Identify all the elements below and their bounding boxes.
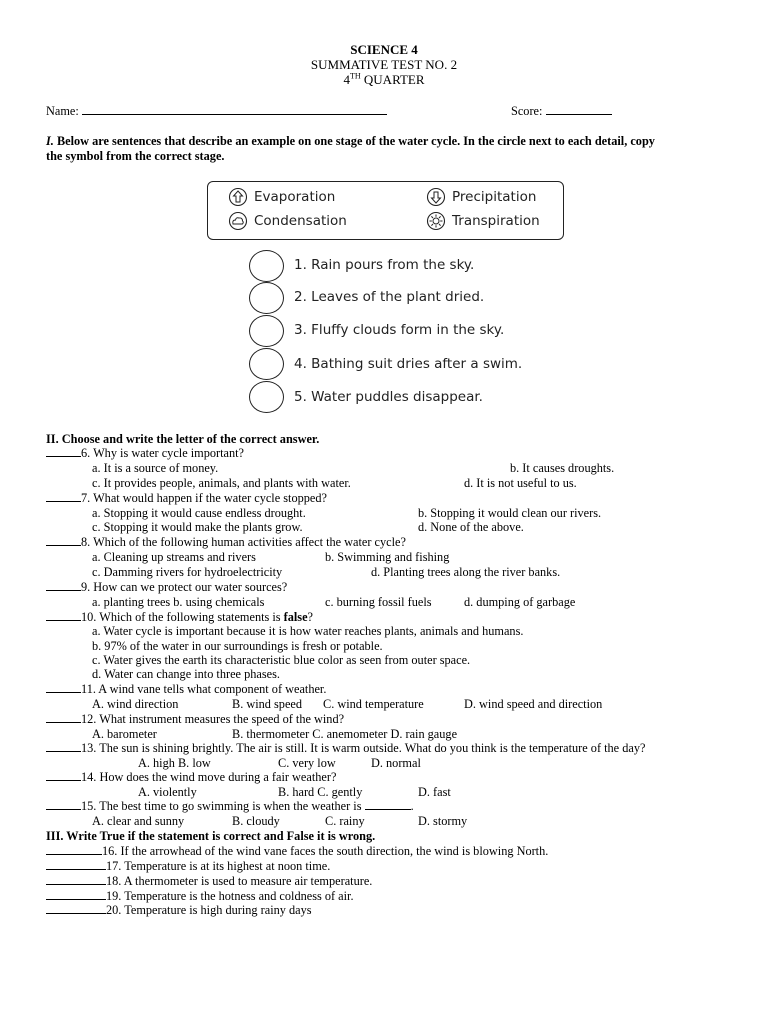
answer-blank-17[interactable] — [46, 859, 106, 870]
q15-option-b: B. cloudy — [232, 814, 280, 828]
up-arrow-icon — [228, 187, 248, 207]
q10-option-d: d. Water can change into three phases. — [92, 667, 280, 681]
test-title: SUMMATIVE TEST NO. 2 — [310, 57, 458, 72]
answer-circle-2[interactable] — [249, 282, 284, 314]
question-11-text: 11. A wind vane tells what component of weather. — [81, 682, 327, 696]
part3-item-19-text: 19. Temperature is the hotness and coldness of air. — [106, 889, 354, 903]
question-15-text: 15. The best time to go swimming is when the weather is — [81, 799, 362, 813]
question-10-emphasis: false — [283, 610, 308, 624]
name-blank[interactable] — [82, 103, 387, 115]
legend-condensation-label: Condensation — [254, 213, 347, 229]
q11-option-c: C. wind temperature — [323, 697, 424, 711]
down-arrow-icon — [426, 187, 446, 207]
quarter-superscript: TH — [349, 71, 361, 81]
q7-option-b: b. Stopping it would clean our rivers. — [418, 506, 602, 520]
part1-item-2: 2. Leaves of the plant dried. — [294, 289, 485, 305]
legend-evaporation — [228, 187, 335, 207]
q12-option-a: A. barometer — [92, 727, 157, 741]
answer-blank-15[interactable] — [46, 799, 81, 810]
legend-transpiration — [426, 211, 540, 231]
part1-item-3: 3. Fluffy clouds form in the sky. — [294, 322, 505, 338]
q14-option-d: D. fast — [418, 785, 451, 799]
question-14 — [46, 770, 336, 784]
part1-instruction-text: Below are sentences that describe an example on one stage of the water cycle. In the circle next to each detail, copy — [53, 134, 655, 148]
q15-option-d: D. stormy — [418, 814, 468, 828]
q6-option-a: a. It is a source of money. — [92, 461, 219, 475]
q9-option-d: d. dumping of garbage — [464, 595, 576, 609]
part1-number: I. — [46, 134, 54, 148]
q7-option-d: d. None of the above. — [418, 520, 524, 534]
answer-blank-18[interactable] — [46, 874, 106, 885]
q15-fill-blank[interactable] — [365, 799, 411, 810]
answer-blank-8[interactable] — [46, 535, 81, 546]
answer-blank-20[interactable] — [46, 903, 106, 914]
legend-precipitation — [426, 187, 536, 207]
question-14-text: 14. How does the wind move during a fair weather? — [81, 770, 337, 784]
question-8 — [46, 535, 406, 549]
q13-option-c: C. very low — [278, 756, 336, 770]
score-blank[interactable] — [546, 103, 612, 115]
question-7-text: 7. What would happen if the water cycle stopped? — [81, 491, 327, 505]
part1-item-4: 4. Bathing suit dries after a swim. — [294, 356, 523, 372]
part3-item-18 — [46, 874, 372, 888]
answer-blank-10[interactable] — [46, 610, 81, 621]
part3-item-16 — [46, 844, 548, 858]
water-cycle-legend — [207, 181, 564, 240]
part2-heading: II. Choose and write the letter of the correct answer. — [46, 432, 320, 446]
sun-icon — [426, 211, 446, 231]
answer-blank-14[interactable] — [46, 770, 81, 781]
part3-item-17-text: 17. Temperature is at its highest at noon time. — [106, 859, 331, 873]
question-12 — [46, 712, 344, 726]
q6-option-b: b. It causes droughts. — [510, 461, 615, 475]
question-10-end: ? — [307, 610, 314, 624]
q13-option-d: D. normal — [371, 756, 421, 770]
legend-evaporation-label: Evaporation — [254, 189, 336, 205]
part3-item-18-text: 18. A thermometer is used to measure air temperature. — [106, 874, 373, 888]
answer-blank-12[interactable] — [46, 712, 81, 723]
q8-option-d: d. Planting trees along the river banks. — [371, 565, 561, 579]
test-quarter — [0, 73, 768, 87]
q9-options-ab: a. planting trees b. using chemicals — [92, 595, 265, 609]
answer-circle-4[interactable] — [249, 348, 284, 380]
part1-item-1: 1. Rain pours from the sky. — [294, 257, 475, 273]
cloud-icon — [228, 211, 248, 231]
q15-option-c: C. rainy — [325, 814, 365, 828]
part1-instruction-line2: the symbol from the correct stage. — [46, 149, 225, 163]
q8-option-c: c. Damming rivers for hydroelectricity — [92, 565, 283, 579]
answer-blank-6[interactable] — [46, 446, 81, 457]
q6-option-d: d. It is not useful to us. — [464, 476, 577, 490]
q7-option-a: a. Stopping it would cause endless drought. — [92, 506, 306, 520]
legend-condensation — [228, 211, 347, 231]
question-10-text: 10. Which of the following statements is — [81, 610, 284, 624]
question-9 — [46, 580, 287, 594]
q11-option-a: A. wind direction — [92, 697, 179, 711]
answer-circle-5[interactable] — [249, 381, 284, 413]
question-8-text: 8. Which of the following human activities affect the water cycle? — [81, 535, 406, 549]
question-7 — [46, 491, 327, 505]
q8-option-b: b. Swimming and fishing — [325, 550, 450, 564]
test-subject: SCIENCE 4 — [350, 42, 418, 57]
part3-item-17 — [46, 859, 330, 873]
answer-circle-3[interactable] — [249, 315, 284, 347]
q14-options-bc: B. hard C. gently — [278, 785, 363, 799]
question-6 — [46, 446, 244, 460]
q10-option-c: c. Water gives the earth its characteristic blue color as seen from outer space. — [92, 653, 471, 667]
q9-option-c: c. burning fossil fuels — [325, 595, 432, 609]
answer-blank-9[interactable] — [46, 580, 81, 591]
quarter-word: QUARTER — [363, 72, 425, 87]
answer-circle-1[interactable] — [249, 250, 284, 282]
q10-option-b: b. 97% of the water in our surroundings is fresh or potable. — [92, 639, 383, 653]
legend-precipitation-label: Precipitation — [452, 189, 537, 205]
answer-blank-11[interactable] — [46, 682, 81, 693]
answer-blank-13[interactable] — [46, 741, 81, 752]
score-field — [511, 103, 612, 118]
part3-item-19 — [46, 889, 354, 903]
q7-option-c: c. Stopping it would make the plants grow. — [92, 520, 303, 534]
q15-option-a: A. clear and sunny — [92, 814, 185, 828]
quarter-number: 4 — [343, 72, 350, 87]
score-label: Score: — [511, 104, 543, 118]
part3-item-20 — [46, 903, 312, 917]
q13-options-ab: A. high B. low — [138, 756, 211, 770]
question-12-text: 12. What instrument measures the speed of the wind? — [81, 712, 345, 726]
q8-option-a: a. Cleaning up streams and rivers — [92, 550, 256, 564]
question-15: 15. The best time to go swimming is when the weather is . — [46, 799, 414, 813]
q14-option-a: A. violently — [138, 785, 197, 799]
legend-transpiration-label: Transpiration — [452, 213, 540, 229]
question-13 — [46, 741, 645, 755]
q6-option-c: c. It provides people, animals, and plants with water. — [92, 476, 351, 490]
part3-heading: III. Write True if the statement is correct and False it is wrong. — [46, 829, 376, 843]
q10-option-a: a. Water cycle is important because it is how water reaches plants, animals and humans. — [92, 624, 524, 638]
q11-option-d: D. wind speed and direction — [464, 697, 603, 711]
part1-instruction-line1 — [46, 134, 655, 148]
question-6-text: 6. Why is water cycle important? — [81, 446, 244, 460]
question-13-text: 13. The sun is shining brightly. The air is still. It is warm outside. What do you think is the temperature of the day? — [81, 741, 646, 755]
name-label: Name: — [46, 104, 79, 118]
answer-blank-16[interactable] — [46, 844, 102, 855]
question-9-text: 9. How can we protect our water sources? — [81, 580, 288, 594]
name-field — [46, 103, 387, 118]
q12-options-bcd: B. thermometer C. anemometer D. rain gauge — [232, 727, 458, 741]
part3-item-16-text: 16. If the arrowhead of the wind vane faces the south direction, the wind is blowing North. — [102, 844, 549, 858]
q11-option-b: B. wind speed — [232, 697, 303, 711]
question-10 — [46, 610, 313, 624]
question-11 — [46, 682, 326, 696]
part3-item-20-text: 20. Temperature is high during rainy days — [106, 903, 312, 917]
part1-item-5: 5. Water puddles disappear. — [294, 389, 483, 405]
answer-blank-19[interactable] — [46, 889, 106, 900]
answer-blank-7[interactable] — [46, 491, 81, 502]
